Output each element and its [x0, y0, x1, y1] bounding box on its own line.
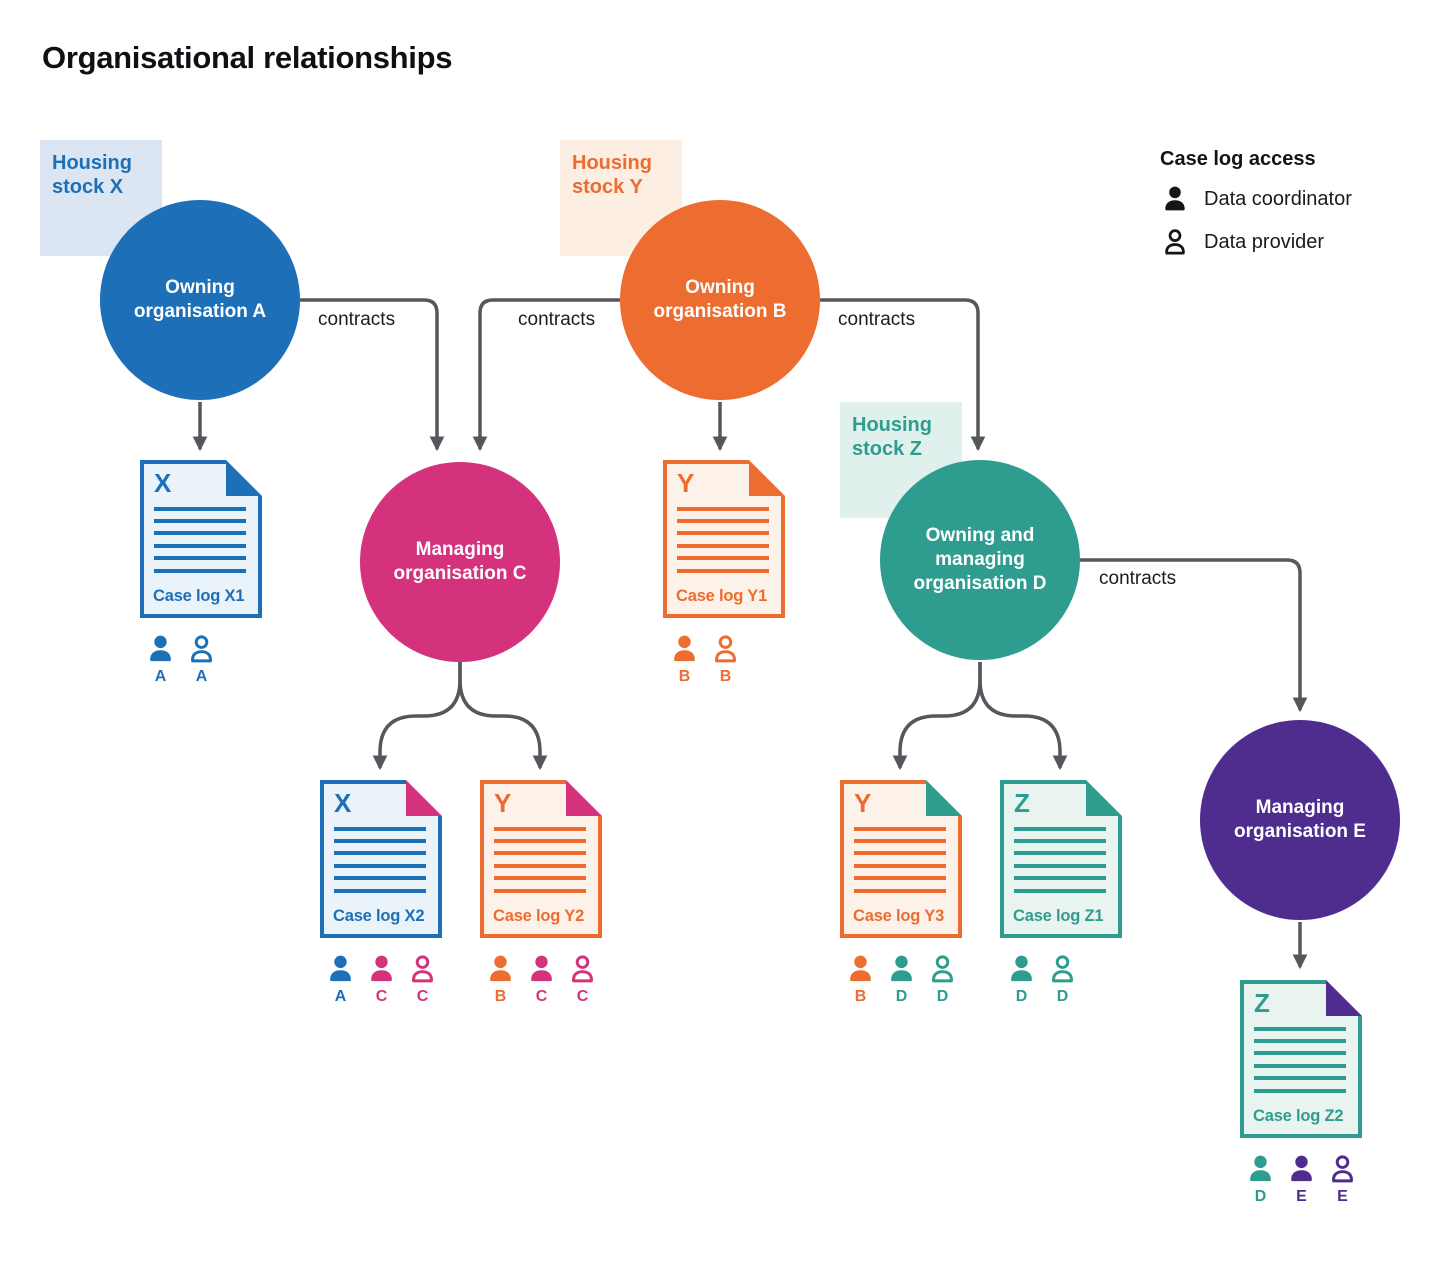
data-provider-icon [709, 634, 742, 665]
contracts-label-b-c: contracts [518, 309, 596, 330]
access-letter: D [1056, 988, 1069, 1005]
data-provider-icon [406, 954, 439, 985]
doc-text-lines [334, 827, 426, 893]
case-log-y3 [840, 780, 962, 938]
legend-item-label: Data provider [1204, 231, 1325, 253]
access-person [709, 634, 742, 685]
data-provider-icon [926, 954, 959, 985]
folded-corner-icon [1326, 980, 1362, 1016]
access-person [324, 954, 357, 1005]
access-letter: E [1296, 1188, 1307, 1205]
access-letter: A [195, 668, 208, 685]
access-person [844, 954, 877, 1005]
access-letter: B [854, 988, 867, 1005]
housing-stock-x-label: Housing stock X [40, 140, 162, 256]
access-person [1285, 1154, 1318, 1205]
data-coordinator-icon [668, 634, 701, 665]
access-letter: D [936, 988, 949, 1005]
org-c-label: Managing organisation C [393, 539, 527, 584]
doc-text-lines [854, 827, 946, 893]
access-row-z1 [1005, 954, 1079, 1005]
org-d-label: Owning and managing organisation D [913, 525, 1047, 594]
case-log-y1 [663, 460, 785, 618]
legend-title: Case log access [1160, 148, 1316, 170]
org-e-label: Managing organisation E [1234, 797, 1366, 842]
housing-stock-z-label: Housing stock Z [840, 402, 962, 518]
doc-letter: Y [677, 468, 695, 498]
org-circle-a [100, 200, 300, 400]
arrow-d-to-caselog-z1 [980, 662, 1060, 768]
access-person [668, 634, 701, 685]
case-log-y2 [480, 780, 602, 938]
case-log-access-legend [1160, 148, 1352, 257]
access-letter: B [494, 988, 507, 1005]
doc-letter: X [154, 468, 172, 498]
doc-letter: X [334, 788, 352, 818]
data-coordinator-icon [324, 954, 357, 985]
doc-text-lines [677, 507, 769, 573]
org-circle-e [1200, 720, 1400, 920]
access-row-x2 [324, 954, 439, 1005]
access-letter: D [1015, 988, 1028, 1005]
doc-text-lines [1014, 827, 1106, 893]
data-coordinator-icon [1005, 954, 1038, 985]
access-person [885, 954, 918, 1005]
org-circle-c [360, 462, 560, 662]
org-a-label: Owning organisation A [133, 277, 267, 322]
access-letter: A [334, 988, 347, 1005]
access-person [185, 634, 218, 685]
data-provider-icon [1160, 228, 1190, 257]
data-coordinator-icon [1160, 185, 1190, 214]
access-letter: C [535, 988, 548, 1005]
access-row-x1 [144, 634, 218, 685]
housing-stock-y-label: Housing stock Y [560, 140, 682, 256]
data-coordinator-icon [144, 634, 177, 665]
access-letter: D [895, 988, 908, 1005]
case-log-x2 [320, 780, 442, 938]
contracts-label-d-e: contracts [1099, 568, 1177, 589]
folded-corner-icon [749, 460, 785, 496]
access-letter: B [678, 668, 691, 685]
access-person [406, 954, 439, 1005]
doc-text-lines [154, 507, 246, 573]
case-log-z1 [1000, 780, 1122, 938]
case-log-z2 [1240, 980, 1362, 1138]
access-letter: C [375, 988, 388, 1005]
access-row-y1 [668, 634, 742, 685]
access-letter: E [1337, 1188, 1348, 1205]
data-provider-icon [1326, 1154, 1359, 1185]
data-coordinator-icon [525, 954, 558, 985]
legend-item-data-provider [1160, 228, 1352, 257]
doc-letter: Z [1254, 988, 1270, 1018]
doc-caption: Case log Z1 [1013, 907, 1104, 925]
contracts-label-b-d: contracts [838, 309, 916, 330]
doc-caption: Case log Y3 [853, 907, 945, 925]
access-letter: B [719, 668, 732, 685]
legend-item-data-coordinator [1160, 185, 1352, 214]
access-row-y3 [844, 954, 959, 1005]
access-letter: C [416, 988, 429, 1005]
folded-corner-icon [226, 460, 262, 496]
folded-corner-icon [926, 780, 962, 816]
data-coordinator-icon [1244, 1154, 1277, 1185]
folded-corner-icon [406, 780, 442, 816]
data-provider-icon [185, 634, 218, 665]
doc-letter: Z [1014, 788, 1030, 818]
access-person [144, 634, 177, 685]
doc-letter: Y [854, 788, 872, 818]
doc-caption: Case log X1 [153, 587, 245, 605]
folded-corner-icon [1086, 780, 1122, 816]
legend-item-label: Data coordinator [1204, 188, 1352, 210]
arrow-d-to-caselog-y3 [900, 662, 980, 768]
access-person [484, 954, 517, 1005]
access-letter: A [154, 668, 167, 685]
access-row-z2 [1244, 1154, 1359, 1205]
data-coordinator-icon [1285, 1154, 1318, 1185]
doc-caption: Case log X2 [333, 907, 425, 925]
access-letter: D [1254, 1188, 1267, 1205]
case-log-x1 [140, 460, 262, 618]
data-coordinator-icon [844, 954, 877, 985]
data-provider-icon [1046, 954, 1079, 985]
org-circle-b [620, 200, 820, 400]
access-person [926, 954, 959, 1005]
folded-corner-icon [566, 780, 602, 816]
doc-caption: Case log Z2 [1253, 1107, 1344, 1125]
arrow-c-to-caselog-x2 [380, 662, 460, 768]
access-person [566, 954, 599, 1005]
access-person [1046, 954, 1079, 1005]
access-person [525, 954, 558, 1005]
access-letter: C [576, 988, 589, 1005]
doc-text-lines [494, 827, 586, 893]
data-provider-icon [566, 954, 599, 985]
org-circle-d [880, 460, 1080, 660]
doc-letter: Y [494, 788, 512, 818]
doc-text-lines [1254, 1027, 1346, 1093]
arrow-c-to-caselog-y2 [460, 662, 540, 768]
data-coordinator-icon [885, 954, 918, 985]
access-person [365, 954, 398, 1005]
org-b-label: Owning organisation B [653, 277, 787, 322]
doc-caption: Case log Y1 [676, 587, 768, 605]
data-coordinator-icon [484, 954, 517, 985]
doc-caption: Case log Y2 [493, 907, 585, 925]
access-person [1326, 1154, 1359, 1205]
access-row-y2 [484, 954, 599, 1005]
access-person [1005, 954, 1038, 1005]
page-title: Organisational relationships [42, 40, 453, 75]
access-person [1244, 1154, 1277, 1205]
data-coordinator-icon [365, 954, 398, 985]
contracts-label-a-c: contracts [318, 309, 396, 330]
